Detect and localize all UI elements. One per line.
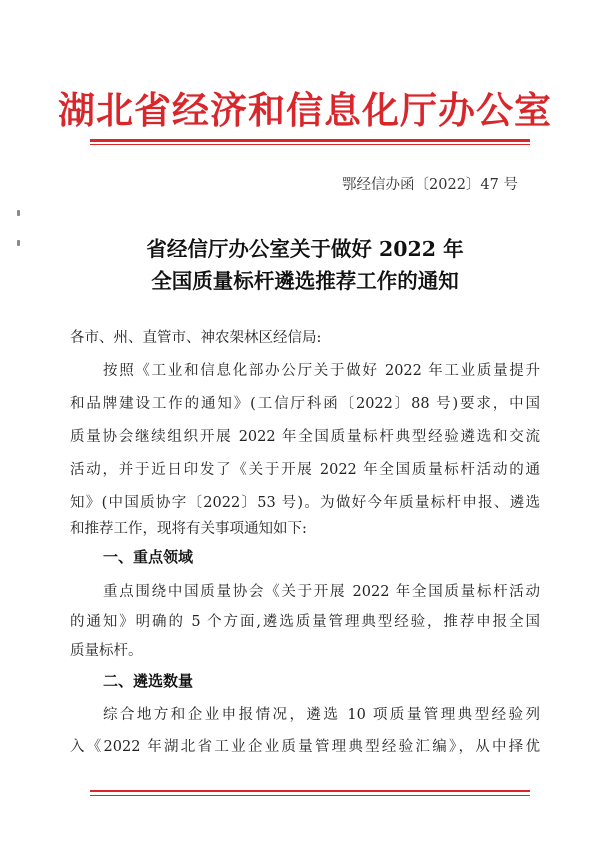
- paragraph-line: 和推荐工作，现将有关事项通知如下:: [70, 521, 307, 537]
- paragraph-line: 质量标杆。: [70, 643, 143, 659]
- paragraph-line: 活动，并于近日印发了《关于开展 2022 年全国质量标杆活动的通: [70, 462, 540, 478]
- letterhead-rule-thin: [90, 144, 530, 145]
- document-number: 鄂经信办函〔2022〕47 号: [342, 177, 518, 193]
- letterhead-rule-thick: [90, 139, 530, 142]
- letterhead-title: 湖北省经济和信息化厅办公室: [58, 88, 552, 132]
- paragraph-line: 入《2022 年湖北省工业企业质量管理典型经验汇编》，从中择优: [70, 739, 540, 755]
- paragraph-line: 质量协会继续组织开展 2022 年全国质量标杆典型经验遴选和交流: [70, 429, 540, 445]
- notice-title-line1: 省经信厅办公室关于做好 2022 年: [146, 237, 464, 261]
- notice-title-line2: 全国质量标杆遴选推荐工作的通知: [151, 269, 459, 293]
- section-heading: 一、重点领域: [103, 548, 194, 566]
- section-heading: 二、遴选数量: [103, 672, 194, 690]
- paragraph-line: 重点围绕中国质量协会《关于开展 2022 年全国质量标杆活动: [103, 584, 540, 600]
- recipient-line: 各市、州、直管市、神农架林区经信局:: [70, 330, 322, 346]
- paragraph-line: 按照《工业和信息化部办公厅关于做好 2022 年工业质量提升: [103, 363, 540, 379]
- margin-mark: [17, 210, 20, 216]
- paragraph-line: 综合地方和企业申报情况，遴选 10 项质量管理典型经验列: [103, 707, 540, 723]
- footer-rule-thin: [90, 795, 530, 796]
- paragraph-line: 知》(中国质协字〔2022〕53 号)。为做好今年质量标杆申报、遴选: [70, 495, 540, 511]
- paragraph-line: 和品牌建设工作的通知》(工信厅科函〔2022〕88 号)要求，中国: [70, 396, 540, 412]
- footer-rule-thick: [90, 790, 530, 792]
- paragraph-line: 的通知》明确的 5 个方面,遴选质量管理典型经验，推荐申报全国: [70, 614, 540, 630]
